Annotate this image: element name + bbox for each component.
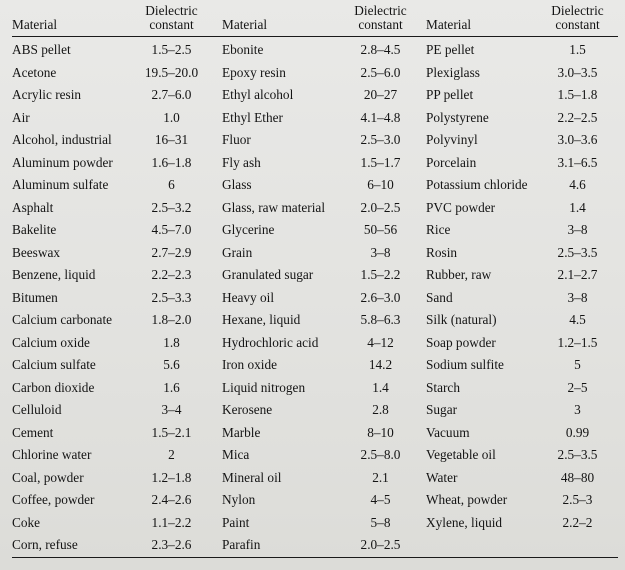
material-cell: Air bbox=[12, 109, 30, 125]
dielectric-value-cell: 3 bbox=[574, 402, 581, 418]
material-cell: Carbon dioxide bbox=[12, 379, 95, 395]
dielectric-value-cell: 2–5 bbox=[567, 379, 588, 395]
material-cell: Calcium sulfate bbox=[12, 357, 96, 373]
table-row bbox=[12, 377, 618, 400]
dielectric-value-cell: 4.1–4.8 bbox=[360, 109, 401, 125]
material-cell: Fly ash bbox=[222, 154, 261, 170]
dielectric-value-cell: 2.2–2 bbox=[562, 514, 593, 530]
table-body bbox=[12, 37, 618, 558]
dielectric-value-cell: 6 bbox=[168, 177, 175, 193]
header-dielectric-3 bbox=[537, 0, 618, 37]
material-cell: Aluminum sulfate bbox=[12, 177, 109, 193]
table-row bbox=[12, 444, 618, 467]
dielectric-value-cell: 2.2–2.5 bbox=[557, 109, 598, 125]
dielectric-value-cell: 3.0–3.5 bbox=[557, 64, 598, 80]
dielectric-value-cell: 20–27 bbox=[363, 87, 398, 103]
material-cell: Vegetable oil bbox=[426, 447, 496, 463]
material-cell: Porcelain bbox=[426, 154, 477, 170]
material-cell: Vacuum bbox=[426, 424, 470, 440]
material-cell: Liquid nitrogen bbox=[222, 379, 306, 395]
material-cell: Ethyl alcohol bbox=[222, 87, 294, 103]
table-row bbox=[12, 242, 618, 265]
table-row bbox=[12, 152, 618, 175]
material-cell: Chlorine water bbox=[12, 447, 92, 463]
dielectric-value-cell: 2.5–3 bbox=[562, 492, 593, 508]
header-material-1: Material bbox=[12, 0, 125, 37]
material-cell: Sand bbox=[426, 289, 453, 305]
dielectric-value-cell: 1.5–2.5 bbox=[151, 42, 192, 58]
table-header bbox=[12, 0, 618, 37]
table-row bbox=[12, 174, 618, 197]
material-cell: Rice bbox=[426, 222, 451, 238]
table-row bbox=[12, 489, 618, 512]
dielectric-value-cell: 1.5–1.7 bbox=[360, 154, 401, 170]
material-cell: Celluloid bbox=[12, 402, 62, 418]
material-cell: Bakelite bbox=[12, 222, 57, 238]
header-dielectric-line1: Dielectric bbox=[551, 3, 604, 18]
material-cell: Cement bbox=[12, 424, 54, 440]
dielectric-value-cell: 2.3–2.6 bbox=[125, 534, 218, 557]
table-row bbox=[12, 197, 618, 220]
dielectric-value-cell: 1.4 bbox=[372, 379, 389, 395]
material-cell: ABS pellet bbox=[12, 42, 71, 58]
dielectric-value-cell: 3.0–3.6 bbox=[557, 132, 598, 148]
material-cell: Beeswax bbox=[12, 244, 60, 260]
material-cell: Asphalt bbox=[12, 199, 54, 215]
material-cell: Alcohol, industrial bbox=[12, 132, 112, 148]
header-material-2: Material bbox=[218, 0, 339, 37]
header-dielectric-line1: Dielectric bbox=[145, 3, 198, 18]
dielectric-value-cell: 5.6 bbox=[163, 357, 180, 373]
material-cell: Mica bbox=[222, 447, 250, 463]
dielectric-value-cell: 14.2 bbox=[368, 357, 393, 373]
dielectric-value-cell: 1.2–1.5 bbox=[557, 334, 598, 350]
dielectric-value-cell: 2.8–4.5 bbox=[360, 42, 401, 58]
dielectric-value-cell: 2.1 bbox=[372, 469, 389, 485]
table-row bbox=[12, 512, 618, 535]
dielectric-value-cell: 4.6 bbox=[569, 177, 586, 193]
dielectric-value-cell: 6–10 bbox=[367, 177, 394, 193]
material-cell: Potassium chloride bbox=[426, 177, 528, 193]
material-cell: Calcium oxide bbox=[12, 334, 90, 350]
material-cell: Benzene, liquid bbox=[12, 267, 96, 283]
material-cell: Acetone bbox=[12, 64, 57, 80]
material-cell: Starch bbox=[426, 379, 460, 395]
dielectric-value-cell: 2.5–6.0 bbox=[360, 64, 401, 80]
material-cell: Parafin bbox=[218, 534, 339, 557]
dielectric-value-cell: 1.6–1.8 bbox=[151, 154, 192, 170]
dielectric-value-cell: 4.5–7.0 bbox=[151, 222, 192, 238]
header-material-3: Material bbox=[422, 0, 537, 37]
dielectric-value-cell: 2.8 bbox=[372, 402, 389, 418]
dielectric-value-cell: 1.4 bbox=[569, 199, 586, 215]
header-dielectric-2 bbox=[339, 0, 422, 37]
material-cell: Water bbox=[426, 469, 458, 485]
table-row bbox=[12, 534, 618, 557]
material-cell: Soap powder bbox=[426, 334, 496, 350]
table-row bbox=[12, 422, 618, 445]
dielectric-value-cell: 48–80 bbox=[560, 469, 595, 485]
material-cell: Corn, refuse bbox=[12, 534, 125, 557]
dielectric-value-cell: 2.5–3.5 bbox=[557, 244, 598, 260]
dielectric-value-cell: 19.5–20.0 bbox=[144, 64, 199, 80]
dielectric-value-cell: 3–8 bbox=[567, 222, 588, 238]
material-cell: Epoxy resin bbox=[222, 64, 286, 80]
material-cell: Ebonite bbox=[222, 42, 264, 58]
material-cell: Coke bbox=[12, 514, 41, 530]
header-dielectric-line1: Dielectric bbox=[354, 3, 407, 18]
material-cell: Calcium carbonate bbox=[12, 312, 113, 328]
dielectric-value-cell: 1.5–2.1 bbox=[151, 424, 192, 440]
dielectric-value-cell: 3–4 bbox=[161, 402, 182, 418]
dielectric-value-cell: 8–10 bbox=[367, 424, 394, 440]
material-cell: Coal, powder bbox=[12, 469, 84, 485]
table-row bbox=[12, 287, 618, 310]
table-row bbox=[12, 309, 618, 332]
material-cell: Glycerine bbox=[222, 222, 275, 238]
material-cell: Nylon bbox=[222, 492, 256, 508]
material-cell: Polystyrene bbox=[426, 109, 489, 125]
dielectric-value-cell: 4–5 bbox=[370, 492, 391, 508]
material-cell: Iron oxide bbox=[222, 357, 278, 373]
dielectric-value-cell: 1.8–2.0 bbox=[151, 312, 192, 328]
dielectric-value-cell: 5.8–6.3 bbox=[360, 312, 401, 328]
material-cell: Heavy oil bbox=[222, 289, 275, 305]
table-row bbox=[12, 129, 618, 152]
material-cell: Paint bbox=[222, 514, 250, 530]
dielectric-value-cell: 2.5–3.5 bbox=[557, 447, 598, 463]
material-cell: Glass bbox=[222, 177, 252, 193]
dielectric-value-cell: 2.7–2.9 bbox=[151, 244, 192, 260]
dielectric-value-cell: 2.5–3.2 bbox=[151, 199, 192, 215]
material-cell: Bitumen bbox=[12, 289, 58, 305]
table-row bbox=[12, 84, 618, 107]
material-cell: Hexane, liquid bbox=[222, 312, 301, 328]
header-dielectric-line2: constant bbox=[149, 17, 194, 32]
material-cell: Sodium sulfite bbox=[426, 357, 504, 373]
material-cell: Wheat, powder bbox=[426, 492, 508, 508]
material-cell: PVC powder bbox=[426, 199, 496, 215]
table-row bbox=[12, 62, 618, 85]
dielectric-value-cell: 4.5 bbox=[569, 312, 586, 328]
dielectric-value-cell: 2.5–3.3 bbox=[151, 289, 192, 305]
material-cell: Ethyl Ether bbox=[222, 109, 283, 125]
dielectric-value-cell: 2.5–8.0 bbox=[360, 447, 401, 463]
dielectric-constant-table bbox=[12, 0, 618, 558]
dielectric-value-cell: 4–12 bbox=[367, 334, 394, 350]
material-cell: Fluor bbox=[222, 132, 251, 148]
material-cell: Plexiglass bbox=[426, 64, 480, 80]
dielectric-value-cell: 1.8 bbox=[163, 334, 180, 350]
material-cell: PP pellet bbox=[426, 87, 474, 103]
dielectric-value-cell: 2.2–2.3 bbox=[151, 267, 192, 283]
table-row bbox=[12, 37, 618, 62]
dielectric-value-cell: 1.5–1.8 bbox=[557, 87, 598, 103]
dielectric-value-cell: 2.0–2.5 bbox=[339, 534, 422, 557]
header-row bbox=[12, 0, 618, 37]
table-row bbox=[12, 467, 618, 490]
dielectric-value-cell: 3–8 bbox=[567, 289, 588, 305]
header-dielectric-line2: constant bbox=[555, 17, 600, 32]
dielectric-value-cell: 3–8 bbox=[370, 244, 391, 260]
material-cell: Granulated sugar bbox=[222, 267, 314, 283]
material-cell: Coffee, powder bbox=[12, 492, 95, 508]
material-cell: Polyvinyl bbox=[426, 132, 478, 148]
dielectric-value-cell: 50–56 bbox=[363, 222, 398, 238]
dielectric-value-cell: 3.1–6.5 bbox=[557, 154, 598, 170]
dielectric-value-cell: 1.1–2.2 bbox=[151, 514, 192, 530]
material-cell: Grain bbox=[222, 244, 253, 260]
material-cell: Sugar bbox=[426, 402, 458, 418]
material-cell: Mineral oil bbox=[222, 469, 282, 485]
material-cell: Glass, raw material bbox=[222, 199, 326, 215]
material-cell: Rosin bbox=[426, 244, 458, 260]
dielectric-value-cell: 2.5–3.0 bbox=[360, 132, 401, 148]
table-row bbox=[12, 219, 618, 242]
table-row bbox=[12, 354, 618, 377]
dielectric-value-cell: 0.99 bbox=[565, 424, 590, 440]
dielectric-value-cell: 1.2–1.8 bbox=[151, 469, 192, 485]
material-cell: Xylene, liquid bbox=[426, 514, 503, 530]
table-row bbox=[12, 332, 618, 355]
dielectric-value-cell: 16–31 bbox=[154, 132, 189, 148]
dielectric-value-cell: 2 bbox=[168, 447, 175, 463]
dielectric-value-cell: 2.1–2.7 bbox=[557, 267, 598, 283]
table-row bbox=[12, 399, 618, 422]
dielectric-value-cell: 5 bbox=[574, 357, 581, 373]
dielectric-value-cell: 1.5 bbox=[569, 42, 586, 58]
material-cell: Rubber, raw bbox=[426, 267, 492, 283]
material-cell: Kerosene bbox=[222, 402, 273, 418]
dielectric-value-cell: 1.5–2.2 bbox=[360, 267, 401, 283]
material-cell bbox=[422, 534, 537, 557]
dielectric-value-cell: 1.6 bbox=[163, 379, 180, 395]
dielectric-value-cell: 1.0 bbox=[163, 109, 180, 125]
material-cell: Hydrochloric acid bbox=[222, 334, 319, 350]
dielectric-value-cell: 2.7–6.0 bbox=[151, 87, 192, 103]
table-row bbox=[12, 107, 618, 130]
material-cell: Acrylic resin bbox=[12, 87, 82, 103]
dielectric-value-cell bbox=[537, 534, 618, 557]
dielectric-value-cell: 2.4–2.6 bbox=[151, 492, 192, 508]
material-cell: PE pellet bbox=[426, 42, 475, 58]
dielectric-value-cell: 2.6–3.0 bbox=[360, 289, 401, 305]
dielectric-value-cell: 2.0–2.5 bbox=[360, 199, 401, 215]
header-dielectric-line2: constant bbox=[358, 17, 403, 32]
table-row bbox=[12, 264, 618, 287]
material-cell: Aluminum powder bbox=[12, 154, 113, 170]
material-cell: Silk (natural) bbox=[426, 312, 497, 328]
material-cell: Marble bbox=[222, 424, 261, 440]
dielectric-value-cell: 5–8 bbox=[370, 514, 391, 530]
header-dielectric-1 bbox=[125, 0, 218, 37]
